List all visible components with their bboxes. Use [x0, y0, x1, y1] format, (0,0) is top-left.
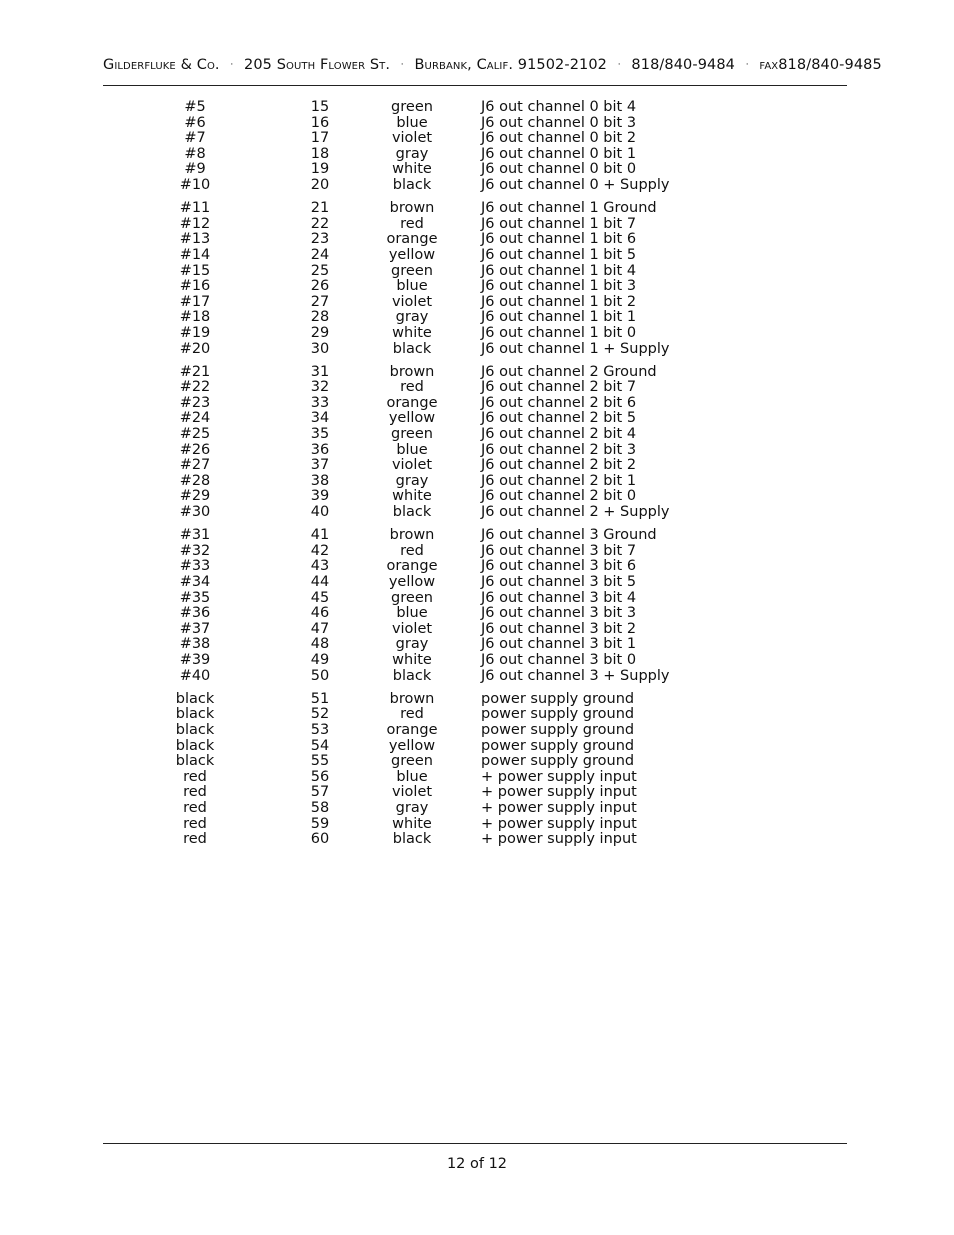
- wire-color-cell: blue: [396, 768, 428, 785]
- function-cell: J6 out channel 3 bit 6: [481, 558, 637, 575]
- pin-number-cell: 20: [310, 176, 330, 193]
- function-cell: J6 out channel 1 bit 0: [481, 324, 637, 341]
- table-row: [0, 279, 954, 295]
- wire-color-cell: black: [392, 831, 432, 848]
- table-row: [0, 326, 954, 342]
- pin-label-cell: #33: [179, 558, 211, 575]
- table-row: [0, 162, 954, 178]
- wire-color-cell: green: [391, 589, 433, 606]
- function-cell: power supply ground: [481, 737, 635, 754]
- function-cell: J6 out channel 3 bit 2: [481, 620, 637, 637]
- pin-label-cell: #10: [179, 176, 211, 193]
- table-row: [0, 544, 954, 560]
- function-cell: J6 out channel 3 bit 5: [481, 574, 637, 590]
- pin-number-cell: 36: [310, 441, 330, 458]
- pin-label-cell: black: [175, 706, 215, 723]
- city-name: Burbank,: [414, 57, 472, 73]
- wire-color-cell: yellow: [388, 737, 436, 754]
- pin-label-cell: #15: [179, 262, 211, 279]
- table-row: [0, 591, 954, 607]
- table-group: [0, 100, 954, 194]
- pin-number-cell: 27: [310, 293, 330, 310]
- table-row: [0, 178, 954, 194]
- pin-number-cell: 32: [310, 379, 330, 396]
- table-row: [0, 342, 954, 358]
- function-cell: J6 out channel 1 + Supply: [481, 340, 670, 357]
- table-row: [0, 692, 954, 708]
- pin-label-cell: #14: [179, 246, 211, 263]
- pin-label-cell: black: [175, 753, 215, 770]
- pin-number-cell: 24: [310, 246, 330, 263]
- wire-color-cell: blue: [396, 605, 428, 622]
- function-cell: J6 out channel 1 bit 1: [481, 309, 637, 326]
- table-group: [0, 528, 954, 684]
- wire-color-cell: black: [392, 176, 432, 193]
- pin-label-cell: #24: [179, 410, 211, 427]
- pin-label-cell: #16: [179, 278, 211, 295]
- separator-dot: ·: [230, 60, 234, 70]
- wire-color-cell: green: [391, 426, 433, 443]
- wire-color-cell: green: [391, 753, 433, 770]
- wire-color-cell: white: [392, 488, 432, 505]
- pin-label-cell: #20: [179, 340, 211, 357]
- table-row: [0, 295, 954, 311]
- state-name: Calif.: [476, 57, 514, 73]
- fax-label: fax: [759, 57, 779, 73]
- function-cell: J6 out channel 2 bit 1: [481, 472, 637, 489]
- pin-number-cell: 38: [310, 472, 330, 489]
- pin-label-cell: black: [175, 737, 215, 754]
- pin-number-cell: 37: [310, 457, 330, 474]
- pin-label-cell: red: [183, 831, 207, 848]
- wire-color-cell: blue: [396, 278, 428, 295]
- table-row: [0, 458, 954, 474]
- pin-number-cell: 33: [310, 394, 330, 411]
- wire-color-cell: red: [400, 706, 424, 723]
- table-row: [0, 707, 954, 723]
- pin-label-cell: #39: [179, 651, 211, 668]
- pin-label-cell: #38: [179, 636, 211, 653]
- pin-number-cell: 48: [310, 636, 330, 653]
- pin-number-cell: 41: [310, 527, 330, 544]
- pin-label-cell: #21: [179, 363, 211, 380]
- table-row: [0, 637, 954, 653]
- pin-number-cell: 26: [310, 278, 330, 295]
- wire-color-cell: violet: [391, 784, 433, 801]
- pin-label-cell: #6: [184, 114, 206, 131]
- wire-color-cell: gray: [395, 309, 429, 326]
- function-cell: J6 out channel 1 bit 6: [481, 231, 637, 248]
- wire-color-cell: violet: [391, 620, 433, 637]
- wire-color-cell: red: [400, 542, 424, 559]
- wire-color-cell: green: [391, 262, 433, 279]
- pin-number-cell: 31: [310, 363, 330, 380]
- pin-label-cell: #22: [179, 379, 211, 396]
- function-cell: J6 out channel 2 bit 4: [481, 426, 637, 443]
- pin-number-cell: 16: [310, 114, 330, 131]
- pin-number-cell: 39: [310, 488, 330, 505]
- pin-label-cell: #19: [179, 324, 211, 341]
- wire-color-cell: yellow: [388, 574, 436, 590]
- wire-color-cell: orange: [386, 394, 438, 411]
- pin-number-cell: 50: [310, 667, 330, 684]
- wire-color-cell: brown: [389, 363, 435, 380]
- pin-number-cell: 43: [310, 558, 330, 575]
- wire-color-cell: violet: [391, 130, 433, 147]
- function-cell: J6 out channel 3 bit 0: [481, 651, 637, 668]
- company-name: Gilderfluke: [103, 57, 176, 73]
- pin-number-cell: 30: [310, 340, 330, 357]
- table-row: [0, 100, 954, 116]
- wire-color-cell: red: [400, 379, 424, 396]
- pin-label-cell: #9: [184, 161, 206, 178]
- function-cell: + power supply input: [481, 768, 637, 785]
- page-header: [103, 55, 882, 75]
- pin-label-cell: red: [183, 815, 207, 832]
- pin-label-cell: #31: [179, 527, 211, 544]
- function-cell: J6 out channel 0 + Supply: [481, 176, 670, 193]
- phone-number: 818/840-9484: [631, 57, 735, 73]
- wire-color-cell: gray: [395, 636, 429, 653]
- function-cell: + power supply input: [481, 815, 637, 832]
- wire-color-cell: orange: [386, 231, 438, 248]
- wire-color-cell: violet: [391, 457, 433, 474]
- pin-label-cell: black: [175, 721, 215, 738]
- pin-number-cell: 28: [310, 309, 330, 326]
- function-cell: J6 out channel 2 bit 3: [481, 441, 637, 458]
- pin-label-cell: #11: [179, 200, 211, 217]
- pin-number-cell: 52: [310, 706, 330, 723]
- wire-color-cell: brown: [389, 527, 435, 544]
- pin-number-cell: 57: [310, 784, 330, 801]
- wire-color-cell: green: [391, 99, 433, 115]
- pin-number-cell: 46: [310, 605, 330, 622]
- table-row: [0, 201, 954, 217]
- table-row: [0, 817, 954, 833]
- pin-number-cell: 45: [310, 589, 330, 606]
- pin-number-cell: 15: [310, 99, 330, 115]
- wire-color-cell: white: [392, 324, 432, 341]
- pin-label-cell: #34: [179, 574, 211, 590]
- wire-color-cell: black: [392, 340, 432, 357]
- function-cell: J6 out channel 2 bit 6: [481, 394, 637, 411]
- footer-rule: [103, 1143, 847, 1144]
- pin-number-cell: 23: [310, 231, 330, 248]
- pin-number-cell: 17: [310, 130, 330, 147]
- pin-label-cell: #18: [179, 309, 211, 326]
- table-row: [0, 147, 954, 163]
- function-cell: J6 out channel 3 + Supply: [481, 667, 670, 684]
- function-cell: J6 out channel 1 bit 2: [481, 293, 637, 310]
- function-cell: J6 out channel 1 bit 4: [481, 262, 637, 279]
- table-row: [0, 217, 954, 233]
- pin-number-cell: 51: [310, 690, 330, 707]
- pin-number-cell: 35: [310, 426, 330, 443]
- table-row: [0, 505, 954, 521]
- function-cell: J6 out channel 1 bit 3: [481, 278, 637, 295]
- table-row: [0, 310, 954, 326]
- pin-number-cell: 54: [310, 737, 330, 754]
- wire-color-cell: blue: [396, 114, 428, 131]
- table-row: [0, 427, 954, 443]
- table-row: [0, 770, 954, 786]
- pin-number-cell: 56: [310, 768, 330, 785]
- company-amp: &: [180, 57, 192, 73]
- company-co: Co.: [196, 57, 220, 73]
- pin-number-cell: 18: [310, 145, 330, 162]
- wire-color-cell: gray: [395, 472, 429, 489]
- function-cell: J6 out channel 3 bit 1: [481, 636, 637, 653]
- pin-label-cell: red: [183, 784, 207, 801]
- wire-color-cell: gray: [395, 799, 429, 816]
- pin-number-cell: 21: [310, 200, 330, 217]
- function-cell: power supply ground: [481, 721, 635, 738]
- pin-assignment-table: [0, 100, 954, 855]
- function-cell: J6 out channel 0 bit 1: [481, 145, 637, 162]
- pin-label-cell: #35: [179, 589, 211, 606]
- pin-label-cell: #8: [184, 145, 206, 162]
- wire-color-cell: red: [400, 215, 424, 232]
- function-cell: J6 out channel 2 bit 5: [481, 410, 637, 427]
- table-row: [0, 669, 954, 685]
- wire-color-cell: blue: [396, 441, 428, 458]
- pin-label-cell: #13: [179, 231, 211, 248]
- wire-color-cell: yellow: [388, 410, 436, 427]
- pin-number-cell: 19: [310, 161, 330, 178]
- wire-color-cell: orange: [386, 721, 438, 738]
- table-row: [0, 396, 954, 412]
- table-row: [0, 380, 954, 396]
- table-row: [0, 723, 954, 739]
- pin-number-cell: 44: [310, 574, 330, 590]
- pin-label-cell: #40: [179, 667, 211, 684]
- table-row: [0, 785, 954, 801]
- pin-number-cell: 34: [310, 410, 330, 427]
- table-row: [0, 606, 954, 622]
- function-cell: J6 out channel 1 Ground: [481, 200, 657, 217]
- table-row: [0, 264, 954, 280]
- fax-number: 818/840-9485: [778, 57, 882, 73]
- pin-label-cell: #27: [179, 457, 211, 474]
- table-row: [0, 411, 954, 427]
- street-number: 205: [244, 57, 273, 73]
- table-row: [0, 559, 954, 575]
- table-row: [0, 575, 954, 591]
- function-cell: J6 out channel 3 Ground: [481, 527, 657, 544]
- function-cell: power supply ground: [481, 706, 635, 723]
- page-number: 12 of 12: [446, 1156, 508, 1172]
- table-row: [0, 489, 954, 505]
- function-cell: power supply ground: [481, 753, 635, 770]
- pin-label-cell: #17: [179, 293, 211, 310]
- table-group: [0, 201, 954, 357]
- pin-label-cell: #12: [179, 215, 211, 232]
- function-cell: J6 out channel 3 bit 4: [481, 589, 637, 606]
- pin-number-cell: 22: [310, 215, 330, 232]
- table-row: [0, 754, 954, 770]
- function-cell: J6 out channel 2 + Supply: [481, 504, 670, 521]
- wire-color-cell: brown: [389, 690, 435, 707]
- pin-number-cell: 42: [310, 542, 330, 559]
- table-row: [0, 528, 954, 544]
- pin-label-cell: #30: [179, 504, 211, 521]
- wire-color-cell: black: [392, 667, 432, 684]
- table-row: [0, 801, 954, 817]
- header-rule: [103, 85, 847, 86]
- pin-number-cell: 59: [310, 815, 330, 832]
- separator-dot: ·: [617, 60, 621, 70]
- separator-dot: ·: [400, 60, 404, 70]
- pin-label-cell: #23: [179, 394, 211, 411]
- function-cell: J6 out channel 0 bit 0: [481, 161, 637, 178]
- table-row: [0, 443, 954, 459]
- separator-dot: ·: [745, 60, 749, 70]
- pin-label-cell: #7: [184, 130, 206, 147]
- table-group: [0, 365, 954, 521]
- function-cell: J6 out channel 1 bit 5: [481, 246, 637, 263]
- table-row: [0, 739, 954, 755]
- pin-number-cell: 47: [310, 620, 330, 637]
- function-cell: J6 out channel 2 bit 7: [481, 379, 637, 396]
- function-cell: J6 out channel 1 bit 7: [481, 215, 637, 232]
- table-row: [0, 248, 954, 264]
- function-cell: J6 out channel 0 bit 4: [481, 99, 637, 115]
- pin-label-cell: #28: [179, 472, 211, 489]
- pin-label-cell: #36: [179, 605, 211, 622]
- pin-label-cell: red: [183, 768, 207, 785]
- function-cell: J6 out channel 2 Ground: [481, 363, 657, 380]
- pin-number-cell: 49: [310, 651, 330, 668]
- function-cell: J6 out channel 3 bit 3: [481, 605, 637, 622]
- pin-label-cell: #26: [179, 441, 211, 458]
- pin-label-cell: #32: [179, 542, 211, 559]
- wire-color-cell: brown: [389, 200, 435, 217]
- table-group: [0, 692, 954, 848]
- function-cell: power supply ground: [481, 690, 635, 707]
- pin-label-cell: #5: [184, 99, 206, 115]
- function-cell: + power supply input: [481, 799, 637, 816]
- function-cell: J6 out channel 2 bit 0: [481, 488, 637, 505]
- function-cell: J6 out channel 0 bit 2: [481, 130, 637, 147]
- wire-color-cell: white: [392, 651, 432, 668]
- wire-color-cell: violet: [391, 293, 433, 310]
- pin-number-cell: 53: [310, 721, 330, 738]
- function-cell: J6 out channel 0 bit 3: [481, 114, 637, 131]
- table-row: [0, 474, 954, 490]
- pin-number-cell: 58: [310, 799, 330, 816]
- table-row: [0, 365, 954, 381]
- wire-color-cell: gray: [395, 145, 429, 162]
- street-name: South Flower St.: [276, 57, 391, 73]
- pin-label-cell: red: [183, 799, 207, 816]
- pin-number-cell: 55: [310, 753, 330, 770]
- table-row: [0, 131, 954, 147]
- wire-color-cell: orange: [386, 558, 438, 575]
- table-row: [0, 653, 954, 669]
- function-cell: + power supply input: [481, 831, 637, 848]
- zip-code: 91502-2102: [517, 57, 608, 73]
- wire-color-cell: white: [392, 161, 432, 178]
- pin-label-cell: #29: [179, 488, 211, 505]
- wire-color-cell: yellow: [388, 246, 436, 263]
- table-row: [0, 832, 954, 848]
- function-cell: J6 out channel 3 bit 7: [481, 542, 637, 559]
- function-cell: + power supply input: [481, 784, 637, 801]
- table-row: [0, 622, 954, 638]
- table-row: [0, 232, 954, 248]
- pin-number-cell: 29: [310, 324, 330, 341]
- pin-number-cell: 25: [310, 262, 330, 279]
- table-row: [0, 116, 954, 132]
- pin-label-cell: #25: [179, 426, 211, 443]
- pin-label-cell: #37: [179, 620, 211, 637]
- pin-number-cell: 40: [310, 504, 330, 521]
- wire-color-cell: white: [392, 815, 432, 832]
- pin-label-cell: black: [175, 690, 215, 707]
- function-cell: J6 out channel 2 bit 2: [481, 457, 637, 474]
- wire-color-cell: black: [392, 504, 432, 521]
- pin-number-cell: 60: [310, 831, 330, 848]
